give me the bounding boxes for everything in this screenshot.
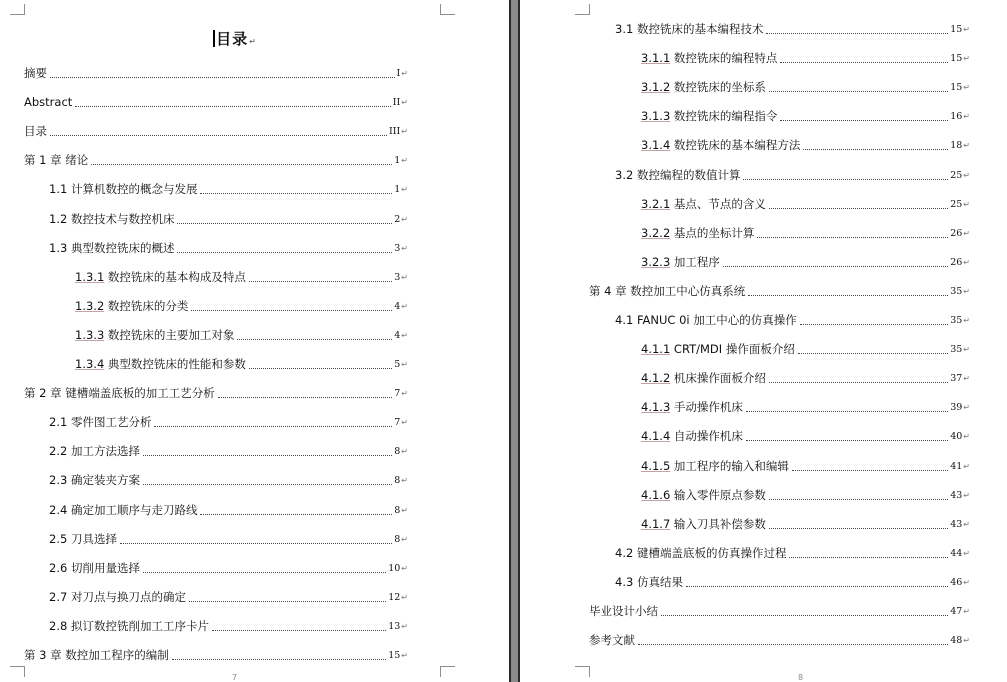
toc-entry-page: 7 — [394, 417, 401, 429]
toc-entry-text: 数控铣床的基本编程方法 — [673, 138, 801, 153]
paragraph-mark-icon: ↵ — [963, 54, 970, 64]
crop-mark — [10, 666, 25, 677]
toc-entry-page: 43 — [950, 518, 963, 530]
toc-entry-page: I — [396, 68, 401, 79]
paragraph-mark-icon: ↵ — [249, 37, 257, 46]
dot-leader — [769, 527, 948, 529]
toc-entry-number: 4.1.4 — [641, 429, 671, 444]
toc-entry-number: 4.2 — [615, 545, 634, 560]
dot-leader — [638, 643, 948, 645]
toc-entry-text: 确定加工顺序与走刀路线 — [70, 502, 198, 517]
toc-entry-number: 4.1.5 — [641, 458, 671, 473]
dot-leader — [177, 251, 392, 253]
toc-entry-text: 数控铣床的坐标系 — [673, 80, 766, 95]
toc-entry-text: 加工程序的输入和编辑 — [673, 458, 789, 473]
toc-entry[interactable] — [49, 590, 408, 605]
toc-entry-text: 数控铣床的基本编程技术 — [636, 22, 764, 36]
toc-entry[interactable] — [49, 561, 408, 576]
paragraph-mark-icon: ↵ — [401, 127, 408, 137]
toc-entry[interactable] — [641, 138, 970, 153]
toc-entry-number: 第 2 章 — [24, 386, 62, 401]
toc-entry-number: 1.3.1 — [75, 269, 105, 284]
dot-leader — [218, 396, 392, 398]
toc-entry-number: 4.1 — [615, 313, 634, 327]
paragraph-mark-icon: ↵ — [401, 476, 408, 486]
dot-leader — [172, 658, 386, 660]
paragraph-mark-icon: ↵ — [401, 272, 408, 282]
dot-leader — [143, 483, 392, 485]
toc-entry-number: 1.3 — [49, 240, 68, 255]
toc-entry-number: 2.5 — [49, 531, 68, 546]
toc-entry-number: 3.1.3 — [641, 109, 671, 124]
toc-entry-page: 16 — [950, 111, 963, 123]
toc-entry-page: 35 — [950, 344, 963, 356]
toc-entry-text: 数控加工程序的编制 — [65, 648, 169, 662]
page-number-footer: 7 — [232, 673, 238, 682]
dot-leader — [143, 571, 386, 573]
toc-entry-text: 对刀点与换刀点的确定 — [70, 589, 186, 604]
toc-entry-page: 15 — [388, 650, 401, 661]
toc-entry-page: 18 — [950, 140, 963, 152]
toc-entry[interactable] — [641, 226, 970, 241]
toc-entry[interactable] — [589, 633, 970, 648]
toc-entry-number: 4.3 — [615, 574, 634, 589]
toc-entry-text: 手动操作机床 — [673, 400, 743, 415]
toc-entry[interactable] — [641, 488, 970, 503]
toc-entry-number: 3.1.4 — [641, 138, 671, 153]
toc-entry[interactable] — [75, 270, 408, 285]
toc-entry-number: 3.2.1 — [641, 196, 671, 211]
toc-entry-number: 2.1 — [49, 415, 68, 430]
toc-entry[interactable] — [24, 153, 408, 168]
paragraph-mark-icon: ↵ — [963, 199, 970, 209]
paragraph-mark-icon: ↵ — [401, 185, 408, 195]
toc-entry-page: 10 — [388, 562, 401, 574]
paragraph-mark-icon: ↵ — [963, 461, 970, 471]
toc-entry-page: 3 — [394, 271, 401, 283]
dot-leader — [780, 61, 948, 63]
toc-entry[interactable] — [49, 473, 408, 488]
toc-entry-page: 8 — [394, 504, 401, 516]
toc-entry-page: 25 — [950, 169, 963, 181]
toc-entry-page: 2 — [394, 213, 401, 225]
paragraph-mark-icon: ↵ — [401, 592, 408, 602]
toc-entry-page: 43 — [950, 489, 963, 501]
toc-entry-number: 第 4 章 — [589, 283, 627, 298]
paragraph-mark-icon: ↵ — [401, 156, 408, 166]
toc-entry-page: 15 — [950, 82, 963, 94]
dot-leader — [143, 454, 392, 456]
dot-leader — [154, 425, 392, 427]
paragraph-mark-icon: ↵ — [401, 447, 408, 457]
toc-entry[interactable] — [641, 342, 970, 357]
toc-entry-number: 4.1.7 — [641, 516, 671, 531]
toc-entry-text: 键槽端盖底板的加工工艺分析 — [65, 386, 215, 401]
dot-leader — [686, 585, 948, 587]
toc-entry-number: 1.1 — [49, 182, 68, 197]
toc-entry-text: 输入刀具补偿参数 — [673, 516, 766, 531]
toc-entry-number: 3.1.1 — [641, 51, 671, 66]
toc-entry-text: 键槽端盖底板的仿真操作过程 — [636, 545, 787, 560]
paragraph-mark-icon: ↵ — [401, 360, 408, 369]
toc-entry[interactable] — [75, 357, 408, 372]
paragraph-mark-icon: ↵ — [963, 490, 970, 500]
toc-entry-page: 26 — [950, 256, 963, 268]
toc-entry-number: 3.2 — [615, 167, 634, 182]
toc-entry-number: 3.2.2 — [641, 225, 671, 240]
paragraph-mark-icon: ↵ — [963, 83, 970, 93]
toc-entry-page: 7 — [394, 388, 401, 400]
toc-entry-text: FANUC 0i 加工中心的仿真操作 — [636, 313, 797, 327]
dot-leader — [766, 32, 948, 34]
toc-entry[interactable] — [589, 604, 970, 619]
toc-entry-number: 4.1.3 — [641, 400, 671, 415]
toc-title-text: 目录 — [216, 30, 249, 48]
dot-leader — [769, 207, 948, 209]
paragraph-mark-icon: ↵ — [963, 374, 970, 384]
paragraph-mark-icon: ↵ — [401, 243, 408, 253]
toc-entry[interactable] — [49, 212, 408, 227]
toc-entry-page: 12 — [388, 591, 401, 603]
dot-leader — [798, 352, 948, 354]
paragraph-mark-icon: ↵ — [963, 636, 970, 646]
toc-entry[interactable] — [615, 575, 970, 590]
toc-entry[interactable] — [641, 429, 970, 444]
dot-leader — [661, 614, 948, 616]
toc-entry-number: 4.1.2 — [641, 371, 671, 386]
toc-entry[interactable] — [49, 503, 408, 518]
toc-entry-text: 切削用量选择 — [70, 560, 140, 575]
toc-entry-page: 35 — [950, 285, 963, 297]
dot-leader — [803, 148, 948, 150]
toc-entry[interactable] — [24, 648, 408, 663]
toc-entry-page: 40 — [950, 431, 963, 443]
toc-entry-text: 拟订数控铣削加工工序卡片 — [70, 618, 209, 633]
toc-entry-text: 数控编程的数值计算 — [636, 167, 741, 182]
dot-leader — [800, 323, 948, 325]
paragraph-mark-icon: ↵ — [401, 330, 408, 340]
toc-entry-text: 基点、节点的含义 — [673, 196, 766, 211]
paragraph-mark-icon: ↵ — [401, 301, 408, 311]
paragraph-mark-icon: ↵ — [401, 621, 408, 631]
toc-entry[interactable] — [641, 517, 970, 532]
toc-entry-number: 2.7 — [49, 589, 68, 604]
toc-entry-page: 47 — [950, 606, 963, 617]
dot-leader — [50, 134, 387, 136]
paragraph-mark-icon: ↵ — [963, 257, 970, 267]
dot-leader — [249, 367, 392, 369]
toc-entry-text: 数控铣床的基本构成及特点 — [107, 269, 246, 284]
toc-entry-number: 3.1.2 — [641, 80, 671, 95]
toc-entry[interactable] — [641, 400, 970, 415]
crop-mark — [575, 666, 590, 677]
toc-entry[interactable] — [615, 546, 970, 561]
toc-entry[interactable] — [24, 66, 408, 81]
toc-entry-text: 目录 — [24, 124, 47, 139]
toc-entry[interactable] — [641, 255, 970, 270]
toc-entry-text: 典型数控铣床的概述 — [70, 240, 175, 255]
toc-entry[interactable] — [641, 80, 970, 95]
toc-title[interactable] — [0, 28, 470, 49]
toc-entry-page: 8 — [394, 446, 401, 458]
paragraph-mark-icon: ↵ — [963, 548, 970, 558]
toc-entry-number: 1.3.4 — [75, 357, 105, 371]
toc-entry-text: 加工程序 — [673, 254, 720, 269]
toc-entry[interactable] — [615, 313, 970, 328]
toc-entry-number: 2.6 — [49, 560, 68, 575]
paragraph-mark-icon: ↵ — [401, 563, 408, 573]
toc-entry-text: 参考文献 — [589, 633, 635, 648]
dot-leader — [75, 105, 391, 107]
toc-entry-page: 39 — [950, 402, 963, 414]
toc-entry-text: 毕业设计小结 — [589, 604, 658, 618]
dot-leader — [237, 338, 392, 340]
paragraph-mark-icon: ↵ — [401, 505, 408, 515]
toc-entry[interactable] — [49, 241, 408, 256]
dot-leader — [746, 410, 948, 412]
toc-entry-text: 摘要 — [24, 66, 47, 80]
page-number-footer: 8 — [798, 673, 804, 682]
dot-leader — [746, 439, 948, 441]
toc-entry-text: 确定装夹方案 — [70, 473, 140, 488]
toc-entry-page: 8 — [394, 475, 401, 487]
paragraph-mark-icon: ↵ — [401, 69, 408, 78]
toc-entry-number: 4.1.1 — [641, 342, 671, 357]
dot-leader — [50, 76, 395, 78]
paragraph-mark-icon: ↵ — [963, 228, 970, 238]
toc-entry-text: 零件图工艺分析 — [70, 415, 152, 430]
paragraph-mark-icon: ↵ — [963, 25, 970, 34]
toc-entry-number: 1.2 — [49, 211, 68, 226]
toc-entry[interactable] — [24, 124, 408, 139]
toc-entry[interactable] — [24, 386, 408, 401]
toc-entry-text: 基点的坐标计算 — [673, 225, 755, 240]
toc-entry[interactable] — [641, 197, 970, 212]
toc-entry[interactable] — [49, 415, 408, 430]
toc-entry[interactable] — [641, 371, 970, 386]
toc-entry-page: 41 — [950, 460, 963, 472]
paragraph-mark-icon: ↵ — [401, 389, 408, 399]
toc-entry[interactable] — [641, 51, 970, 66]
dot-leader — [757, 236, 948, 238]
toc-entry-text: 数控铣床的分类 — [107, 298, 189, 313]
dot-leader — [191, 309, 392, 311]
toc-entry-page: 13 — [388, 620, 401, 632]
crop-mark — [440, 4, 455, 15]
paragraph-mark-icon: ↵ — [401, 651, 408, 660]
page-gap — [509, 0, 520, 682]
toc-entry[interactable] — [75, 299, 408, 314]
paragraph-mark-icon: ↵ — [401, 98, 408, 108]
toc-entry[interactable] — [641, 109, 970, 124]
paragraph-mark-icon: ↵ — [401, 214, 408, 224]
paragraph-mark-icon: ↵ — [963, 345, 970, 355]
toc-entry-text: CRT/MDI 操作面板介绍 — [673, 342, 795, 357]
toc-entry-text: 机床操作面板介绍 — [673, 371, 766, 386]
toc-entry-text: 数控技术与数控机床 — [70, 211, 175, 226]
toc-entry-page: 4 — [394, 329, 401, 341]
text-cursor — [213, 30, 215, 47]
toc-entry-page: 1 — [394, 155, 401, 167]
dot-leader — [177, 222, 392, 224]
dot-leader — [780, 119, 948, 121]
toc-entry[interactable] — [49, 619, 408, 634]
dot-leader — [120, 542, 392, 544]
paragraph-mark-icon: ↵ — [963, 170, 970, 180]
toc-entry-page: 1 — [394, 184, 401, 196]
toc-entry-number: 第 3 章 — [24, 648, 62, 662]
toc-entry-text: Abstract — [24, 95, 73, 110]
dot-leader — [769, 381, 948, 383]
toc-entry-number: 3.1 — [615, 22, 634, 36]
dot-leader — [748, 294, 948, 296]
dot-leader — [249, 280, 392, 282]
toc-entry-text: 绪论 — [65, 153, 89, 168]
toc-entry-page: III — [389, 126, 401, 138]
paragraph-mark-icon: ↵ — [401, 534, 408, 544]
dot-leader — [200, 192, 392, 194]
toc-entry-page: 15 — [950, 24, 963, 35]
toc-entry-text: 输入零件原点参数 — [673, 487, 766, 502]
toc-entry-text: 数控加工中心仿真系统 — [630, 283, 746, 298]
paragraph-mark-icon: ↵ — [963, 112, 970, 122]
paragraph-mark-icon: ↵ — [963, 432, 970, 442]
toc-entry-number: 4.1.6 — [641, 487, 671, 502]
toc-entry-number: 2.2 — [49, 444, 68, 459]
toc-entry-number: 1.3.2 — [75, 298, 105, 313]
dot-leader — [769, 90, 948, 92]
toc-entry-number: 2.4 — [49, 502, 68, 517]
toc-entry-text: 数控铣床的编程特点 — [673, 51, 778, 66]
dot-leader — [200, 513, 392, 515]
toc-entry-page: 44 — [950, 547, 963, 559]
paragraph-mark-icon: ↵ — [963, 607, 970, 616]
toc-entry-page: 5 — [394, 359, 401, 370]
paragraph-mark-icon: ↵ — [963, 286, 970, 296]
toc-entry-page: 3 — [394, 242, 401, 254]
toc-entry[interactable] — [49, 444, 408, 459]
toc-entry-text: 数控铣床的主要加工对象 — [107, 327, 235, 342]
toc-entry-page: 37 — [950, 373, 963, 385]
toc-entry-page: 46 — [950, 576, 963, 588]
toc-entry[interactable] — [615, 168, 970, 183]
toc-entry-text: 典型数控铣床的性能和参数 — [107, 357, 246, 371]
crop-mark — [440, 666, 455, 677]
toc-entry-page: 35 — [950, 315, 963, 326]
dot-leader — [769, 498, 948, 500]
toc-entry-text: 加工方法选择 — [70, 444, 140, 459]
toc-entry-number: 第 1 章 — [24, 153, 62, 168]
toc-entry-number: 3.2.3 — [641, 254, 671, 269]
dot-leader — [792, 469, 948, 471]
crop-mark — [575, 4, 590, 15]
toc-entry[interactable] — [589, 284, 970, 299]
toc-entry-text: 数控铣床的编程指令 — [673, 109, 778, 124]
toc-entry-number: 2.3 — [49, 473, 68, 488]
toc-entry-number: 2.8 — [49, 618, 68, 633]
document-page-right — [520, 0, 1007, 682]
toc-entry[interactable] — [641, 459, 970, 474]
paragraph-mark-icon: ↵ — [963, 577, 970, 587]
toc-entry-text: 计算机数控的概念与发展 — [70, 182, 198, 197]
toc-entry-page: 4 — [394, 300, 401, 312]
toc-entry[interactable] — [615, 22, 970, 37]
toc-entry-page: 15 — [950, 53, 963, 65]
toc-entry-page: 8 — [394, 533, 401, 545]
paragraph-mark-icon: ↵ — [963, 141, 970, 151]
paragraph-mark-icon: ↵ — [963, 316, 970, 325]
toc-entry-number: 1.3.3 — [75, 327, 105, 342]
crop-mark — [10, 4, 25, 15]
dot-leader — [91, 163, 392, 165]
toc-entry-page: 48 — [950, 635, 963, 647]
toc-entry-page: 25 — [950, 198, 963, 210]
dot-leader — [789, 556, 948, 558]
toc-entry-text: 刀具选择 — [70, 531, 117, 546]
toc-entry[interactable] — [24, 95, 408, 110]
paragraph-mark-icon: ↵ — [401, 418, 408, 428]
dot-leader — [743, 178, 948, 180]
toc-entry-page: II — [392, 97, 401, 109]
dot-leader — [723, 265, 948, 267]
dot-leader — [212, 629, 386, 631]
toc-entry[interactable] — [49, 182, 408, 197]
toc-entry[interactable] — [75, 328, 408, 343]
dot-leader — [189, 600, 386, 602]
toc-entry-text: 自动操作机床 — [673, 429, 743, 444]
paragraph-mark-icon: ↵ — [963, 403, 970, 413]
toc-entry-page: 26 — [950, 227, 963, 239]
paragraph-mark-icon: ↵ — [963, 519, 970, 529]
toc-entry-text: 仿真结果 — [636, 574, 683, 589]
toc-entry[interactable] — [49, 532, 408, 547]
